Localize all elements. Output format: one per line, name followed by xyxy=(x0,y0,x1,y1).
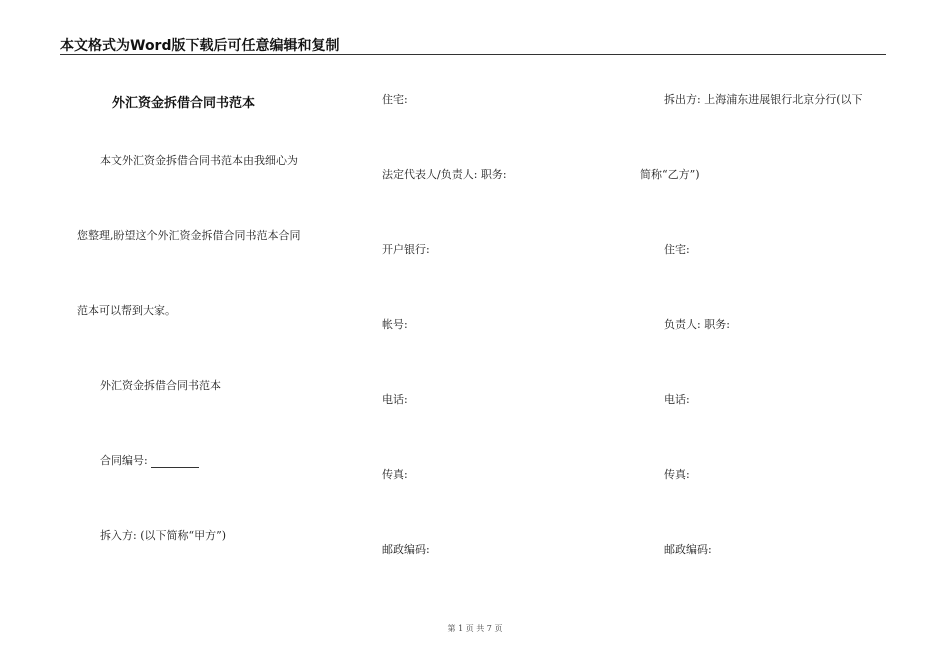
party-a-address: 住宅: xyxy=(382,93,408,106)
party-a-label: 拆入方: (以下简称“甲方”) xyxy=(100,529,227,542)
page-footer: 第 1 页 共 7 页 xyxy=(447,624,503,633)
intro-line-3: 范本可以帮到大家。 xyxy=(77,304,176,317)
party-a-legal-rep: 法定代表人/负责人: 职务: xyxy=(382,168,507,181)
contract-number-label: 合同编号: xyxy=(100,454,148,467)
party-b-address: 住宅: xyxy=(664,243,690,256)
contract-number-row xyxy=(100,454,199,468)
party-a-fax: 传真: xyxy=(382,468,408,481)
party-b-line-1: 拆出方: 上海浦东进展银行北京分行(以下 xyxy=(664,93,863,106)
party-a-phone: 电话: xyxy=(382,393,408,406)
party-a-bank: 开户银行: xyxy=(382,243,430,256)
intro-line-2: 您整理,盼望这个外汇资金拆借合同书范本合同 xyxy=(77,229,301,242)
party-b-fax: 传真: xyxy=(664,468,690,481)
party-b-phone: 电话: xyxy=(664,393,690,406)
party-a-postcode: 邮政编码: xyxy=(382,543,430,556)
intro-line-1: 本文外汇资金拆借合同书范本由我细心为 xyxy=(100,154,298,167)
contract-subtitle: 外汇资金拆借合同书范本 xyxy=(100,379,221,392)
contract-number-blank xyxy=(151,455,199,468)
party-b-postcode: 邮政编码: xyxy=(664,543,712,556)
document-title: 外汇资金拆借合同书范本 xyxy=(112,96,256,111)
party-a-account: 帐号: xyxy=(382,318,408,331)
party-b-line-2: 简称“乙方”) xyxy=(640,168,700,181)
party-b-responsible: 负责人: 职务: xyxy=(664,318,730,331)
header-text: 本文格式为Word版下载后可任意编辑和复制 xyxy=(60,38,340,54)
page-header xyxy=(60,34,886,55)
